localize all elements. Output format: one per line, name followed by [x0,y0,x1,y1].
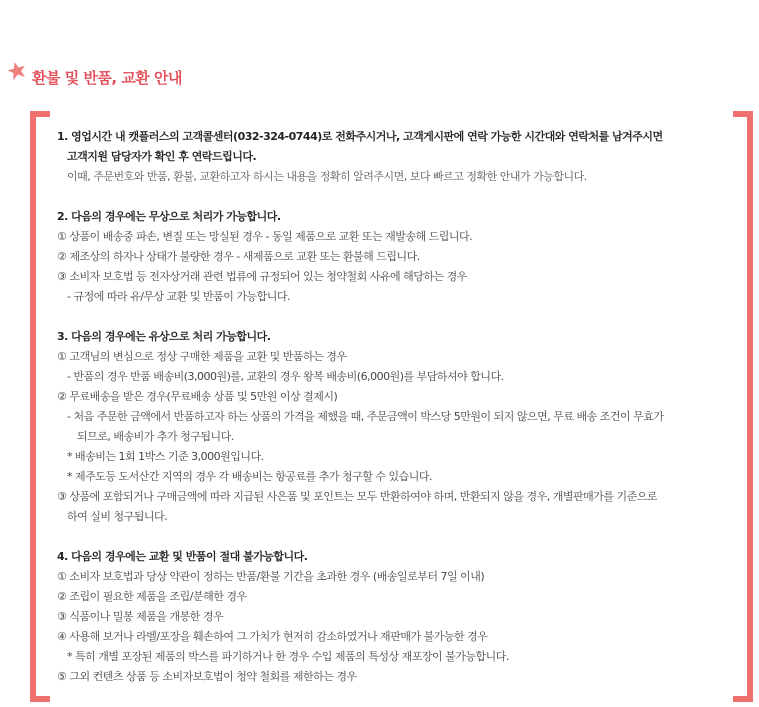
policy-line: ① 상품이 배송중 파손, 변질 또는 망실된 경우 - 동일 제품으로 교환 또는 재발송해 드립니다. [57,230,473,243]
policy-line: 이때, 주문번호와 반품, 환불, 교환하고자 하시는 내용을 정확히 알려주시면, 보다 빠르고 정확한 안내가 가능합니다. [67,170,587,183]
left-bracket-decoration [30,111,50,702]
policy-line: 하여 실비 청구됩니다. [67,510,168,523]
policy-line: ③ 상품에 포함되거나 구매금액에 따라 지급된 사은품 및 포인트는 모두 반환하여야 하며, 반환되지 않을 경우, 개별판매가를 기준으로 [57,490,657,503]
page-title: 환불 및 반품, 교환 안내 [32,69,182,87]
policy-line: - 규정에 따라 유/무상 교환 및 반품이 가능합니다. [67,290,291,303]
policy-line: * 제주도등 도서산간 지역의 경우 각 배송비는 항공료를 추가 청구할 수 있습니다. [67,470,432,483]
section-heading: 2. 다음의 경우에는 무상으로 처리가 가능합니다. [57,210,281,223]
section-heading: 3. 다음의 경우에는 유상으로 처리 가능합니다. [57,330,271,343]
section-heading: 1. 영업시간 내 캣플러스의 고객콜센터(032-324-0744)로 전화주시거나, 고객게시판에 연락 가능한 시간대와 연락처를 남겨주시면 [57,130,663,143]
policy-line: * 배송비는 1회 1박스 기준 3,000원입니다. [67,450,264,463]
section-heading: 고객지원 담당자가 확인 후 연락드립니다. [67,150,257,163]
policy-line: - 반품의 경우 반품 배송비(3,000원)를, 교환의 경우 왕복 배송비(6,000원)를 부담하셔야 합니다. [67,370,504,383]
section-heading: 4. 다음의 경우에는 교환 및 반품이 절대 불가능합니다. [57,550,308,563]
policy-line: 되므로, 배송비가 추가 청구됩니다. [77,430,234,443]
star-icon [8,62,28,80]
policy-line: ② 무료배송을 받은 경우(무료배송 상품 및 5만원 이상 결제시) [57,390,338,403]
policy-content [57,127,717,707]
policy-section [57,207,717,307]
policy-line: ② 제조상의 하자나 상태가 불량한 경우 - 새제품으로 교환 또는 환불해 드립니다. [57,250,420,263]
policy-section [57,327,717,527]
policy-line: ① 고객님의 변심으로 정상 구매한 제품을 교환 및 반품하는 경우 [57,350,347,363]
policy-line: ④ 사용해 보거나 라벨/포장을 훼손하여 그 가치가 현저히 감소하였거나 재판매가 불가능한 경우 [57,630,488,643]
policy-line: ⑤ 그외 컨텐츠 상품 등 소비자보호법이 청약 철회를 제한하는 경우 [57,670,357,683]
policy-section [57,127,717,187]
right-bracket-decoration [733,111,753,702]
policy-line: ② 조립이 필요한 제품을 조립/분해한 경우 [57,590,247,603]
policy-line: - 처음 주문한 금액에서 반품하고자 하는 상품의 가격을 제했을 때, 주문금액이 박스당 5만원이 되지 않으면, 무료 배송 조건이 무효가 [67,410,664,423]
policy-section [57,547,717,687]
policy-line: ③ 식품이나 밀봉 제품을 개봉한 경우 [57,610,224,623]
policy-line: ① 소비자 보호법과 당상 약관이 정하는 반품/환불 기간을 초과한 경우 (배송일로부터 7일 이내) [57,570,485,583]
policy-line: ③ 소비자 보호법 등 전자상거래 관련 법류에 규정되어 있는 청약철회 사유에 해당하는 경우 [57,270,467,283]
policy-line: * 특히 개별 포장된 제품의 박스를 파기하거나 한 경우 수입 제품의 특성상 재포장이 불가능합니다. [67,650,509,663]
